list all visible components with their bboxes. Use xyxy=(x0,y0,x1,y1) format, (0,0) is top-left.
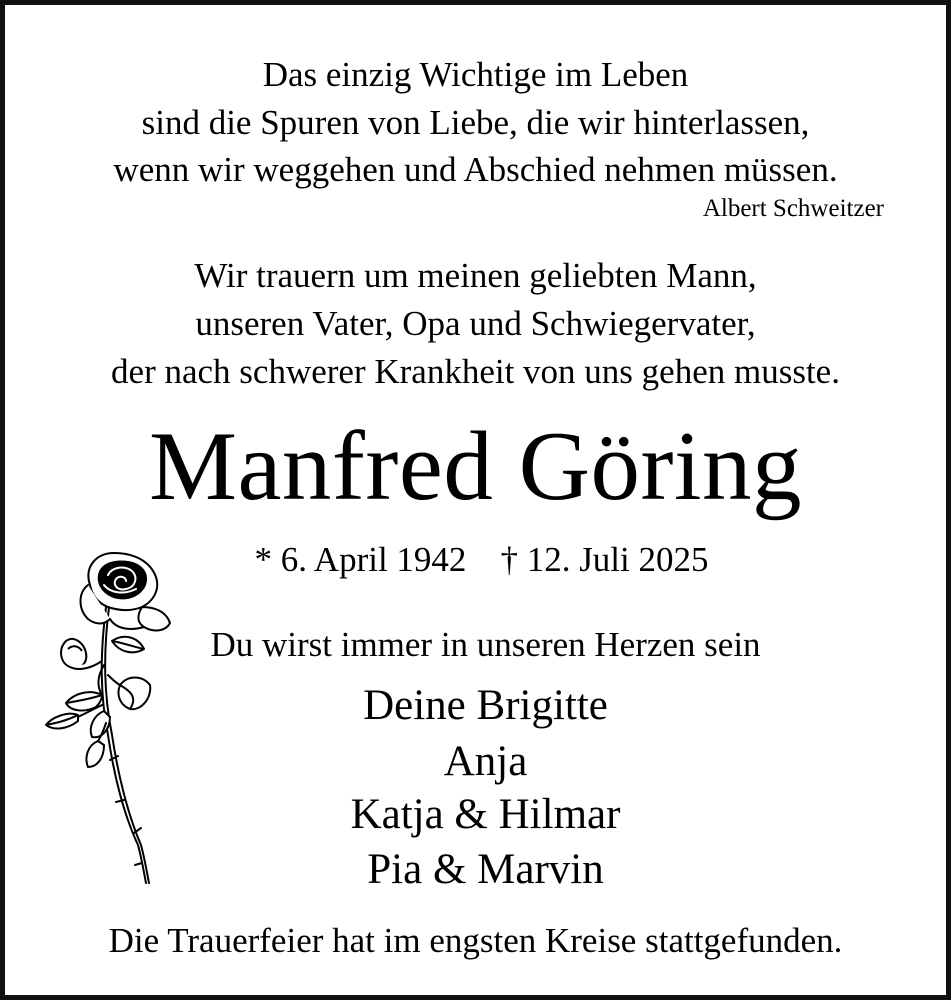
quote-line-1: Das einzig Wichtige im Leben xyxy=(262,55,689,94)
quote-line-3: wenn wir weggehen und Abschied nehmen müssen. xyxy=(113,150,838,189)
birth-date: * 6. April 1942 xyxy=(254,540,467,579)
mourner-1: Deine Brigitte xyxy=(363,682,608,729)
mourner-3: Katja & Hilmar xyxy=(350,791,621,838)
quote-line-2: sind die Spuren von Liebe, die wir hinterlassen, xyxy=(141,103,810,142)
mourner-2: Anja xyxy=(443,738,528,785)
intro-line-2: unseren Vater, Opa und Schwiegervater, xyxy=(195,304,756,343)
rose-icon xyxy=(38,545,178,890)
closing-line: Du wirst immer in unseren Herzen sein xyxy=(210,625,761,664)
death-date: † 12. Juli 2025 xyxy=(500,540,709,579)
mourner-4: Pia & Marvin xyxy=(367,846,604,893)
intro-line-3: der nach schwerer Krankheit von uns gehen musste. xyxy=(111,352,840,391)
footer-line: Die Trauerfeier hat im engsten Kreise stattgefunden. xyxy=(108,921,843,960)
deceased-name: Manfred Göring xyxy=(148,412,803,521)
quote-author: Albert Schweitzer xyxy=(702,195,884,222)
intro-line-1: Wir trauern um meinen geliebten Mann, xyxy=(194,256,757,295)
